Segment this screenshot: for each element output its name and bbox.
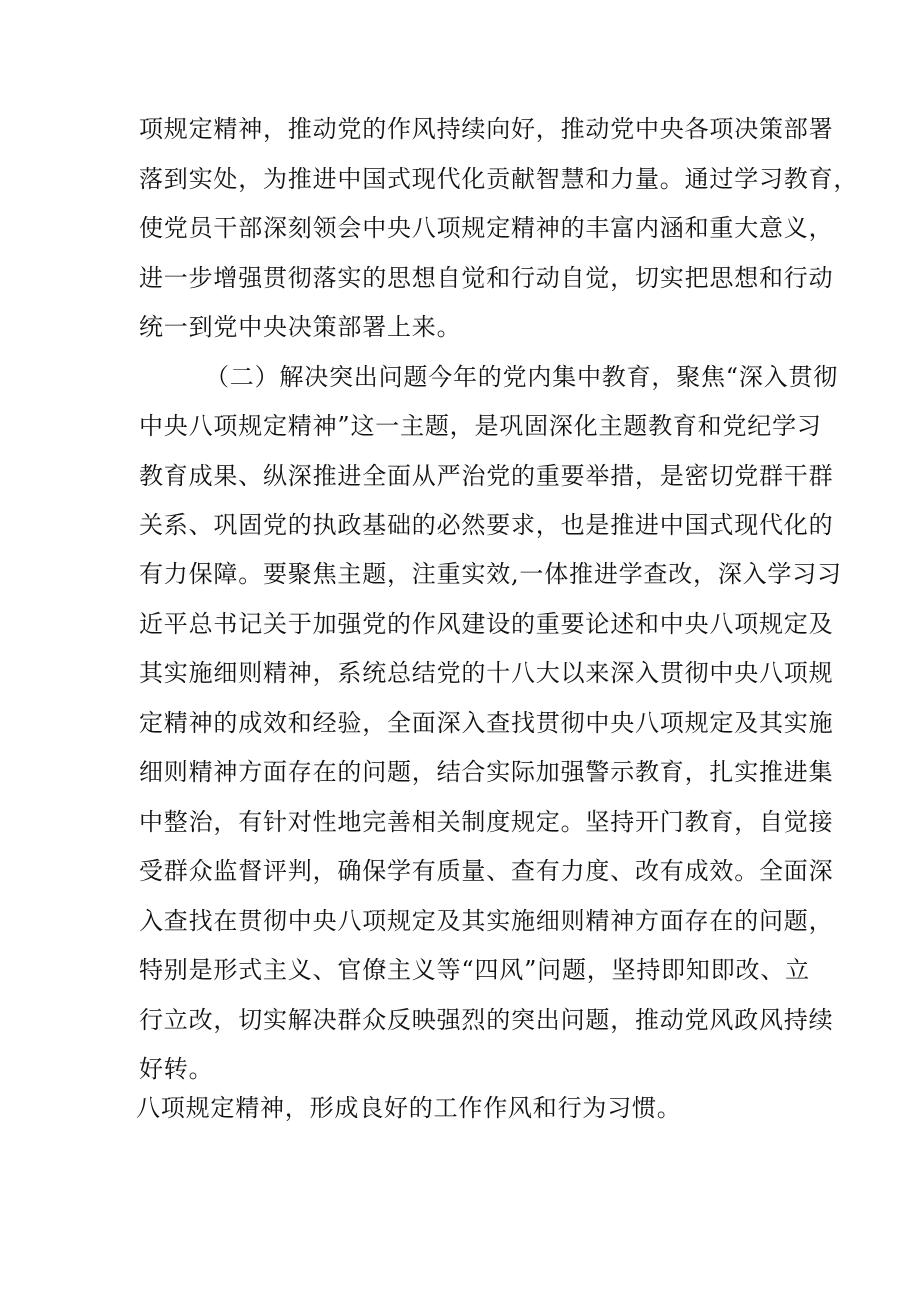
paragraph-line: 进一步增强贯彻落实的思想自觉和行动自觉，切实把思想和行动 (139, 264, 834, 292)
trailing-line: 八项规定精神，形成良好的工作作风和行为习惯。 (136, 1094, 682, 1122)
paragraph-line: 统一到党中央决策部署上来。 (139, 313, 462, 341)
paragraph-line: 好转。 (139, 1055, 214, 1083)
section-heading-line: （二）解决突出问题今年的党内集中教育，聚焦“深入贯彻 (205, 363, 839, 391)
paragraph-line: 使党员干部深刻领会中央八项规定精神的丰富内涵和重大意义， (139, 214, 834, 242)
paragraph-line: 细则精神方面存在的问题，结合实际加强警示教育，扎实推进集 (139, 758, 834, 786)
paragraph-line: 行立改，切实解决群众反映强烈的突出问题，推动党风政风持续 (139, 1006, 834, 1034)
paragraph-line: 特别是形式主义、官僚主义等“四风”问题，坚持即知即改、立 (139, 956, 810, 984)
paragraph-line: 其实施细则精神，系统总结党的十八大以来深入贯彻中央八项规 (139, 659, 834, 687)
paragraph-line: 定精神的成效和经验，全面深入查找贯彻中央八项规定及其实施 (139, 709, 834, 737)
paragraph-line: 关系、巩固党的执政基础的必然要求，也是推进中国式现代化的 (139, 511, 834, 539)
paragraph-line: 受群众监督评判，确保学有质量、查有力度、改有成效。全面深 (139, 857, 834, 885)
paragraph-line: 近平总书记关于加强党的作风建设的重要论述和中央八项规定及 (139, 610, 834, 638)
paragraph-line: 中央八项规定精神”这一主题，是巩固深化主题教育和党纪学习 (139, 412, 822, 440)
paragraph-line: 中整治，有针对性地完善相关制度规定。坚持开门教育，自觉接 (139, 808, 834, 836)
paragraph-line: 教育成果、纵深推进全面从严治党的重要举措，是密切党群干群 (139, 462, 834, 490)
paragraph-line: 入查找在贯彻中央八项规定及其实施细则精神方面存在的问题， (139, 907, 834, 935)
paragraph-line: 有力保障。要聚焦主题，注重实效,一体推进学查改，深入学习习 (139, 560, 842, 588)
paragraph-line: 项规定精神，推动党的作风持续向好，推动党中央各项决策部署 (139, 115, 834, 143)
paragraph-line: 落到实处，为推进中国式现代化贡献智慧和力量。通过学习教育， (139, 165, 859, 193)
